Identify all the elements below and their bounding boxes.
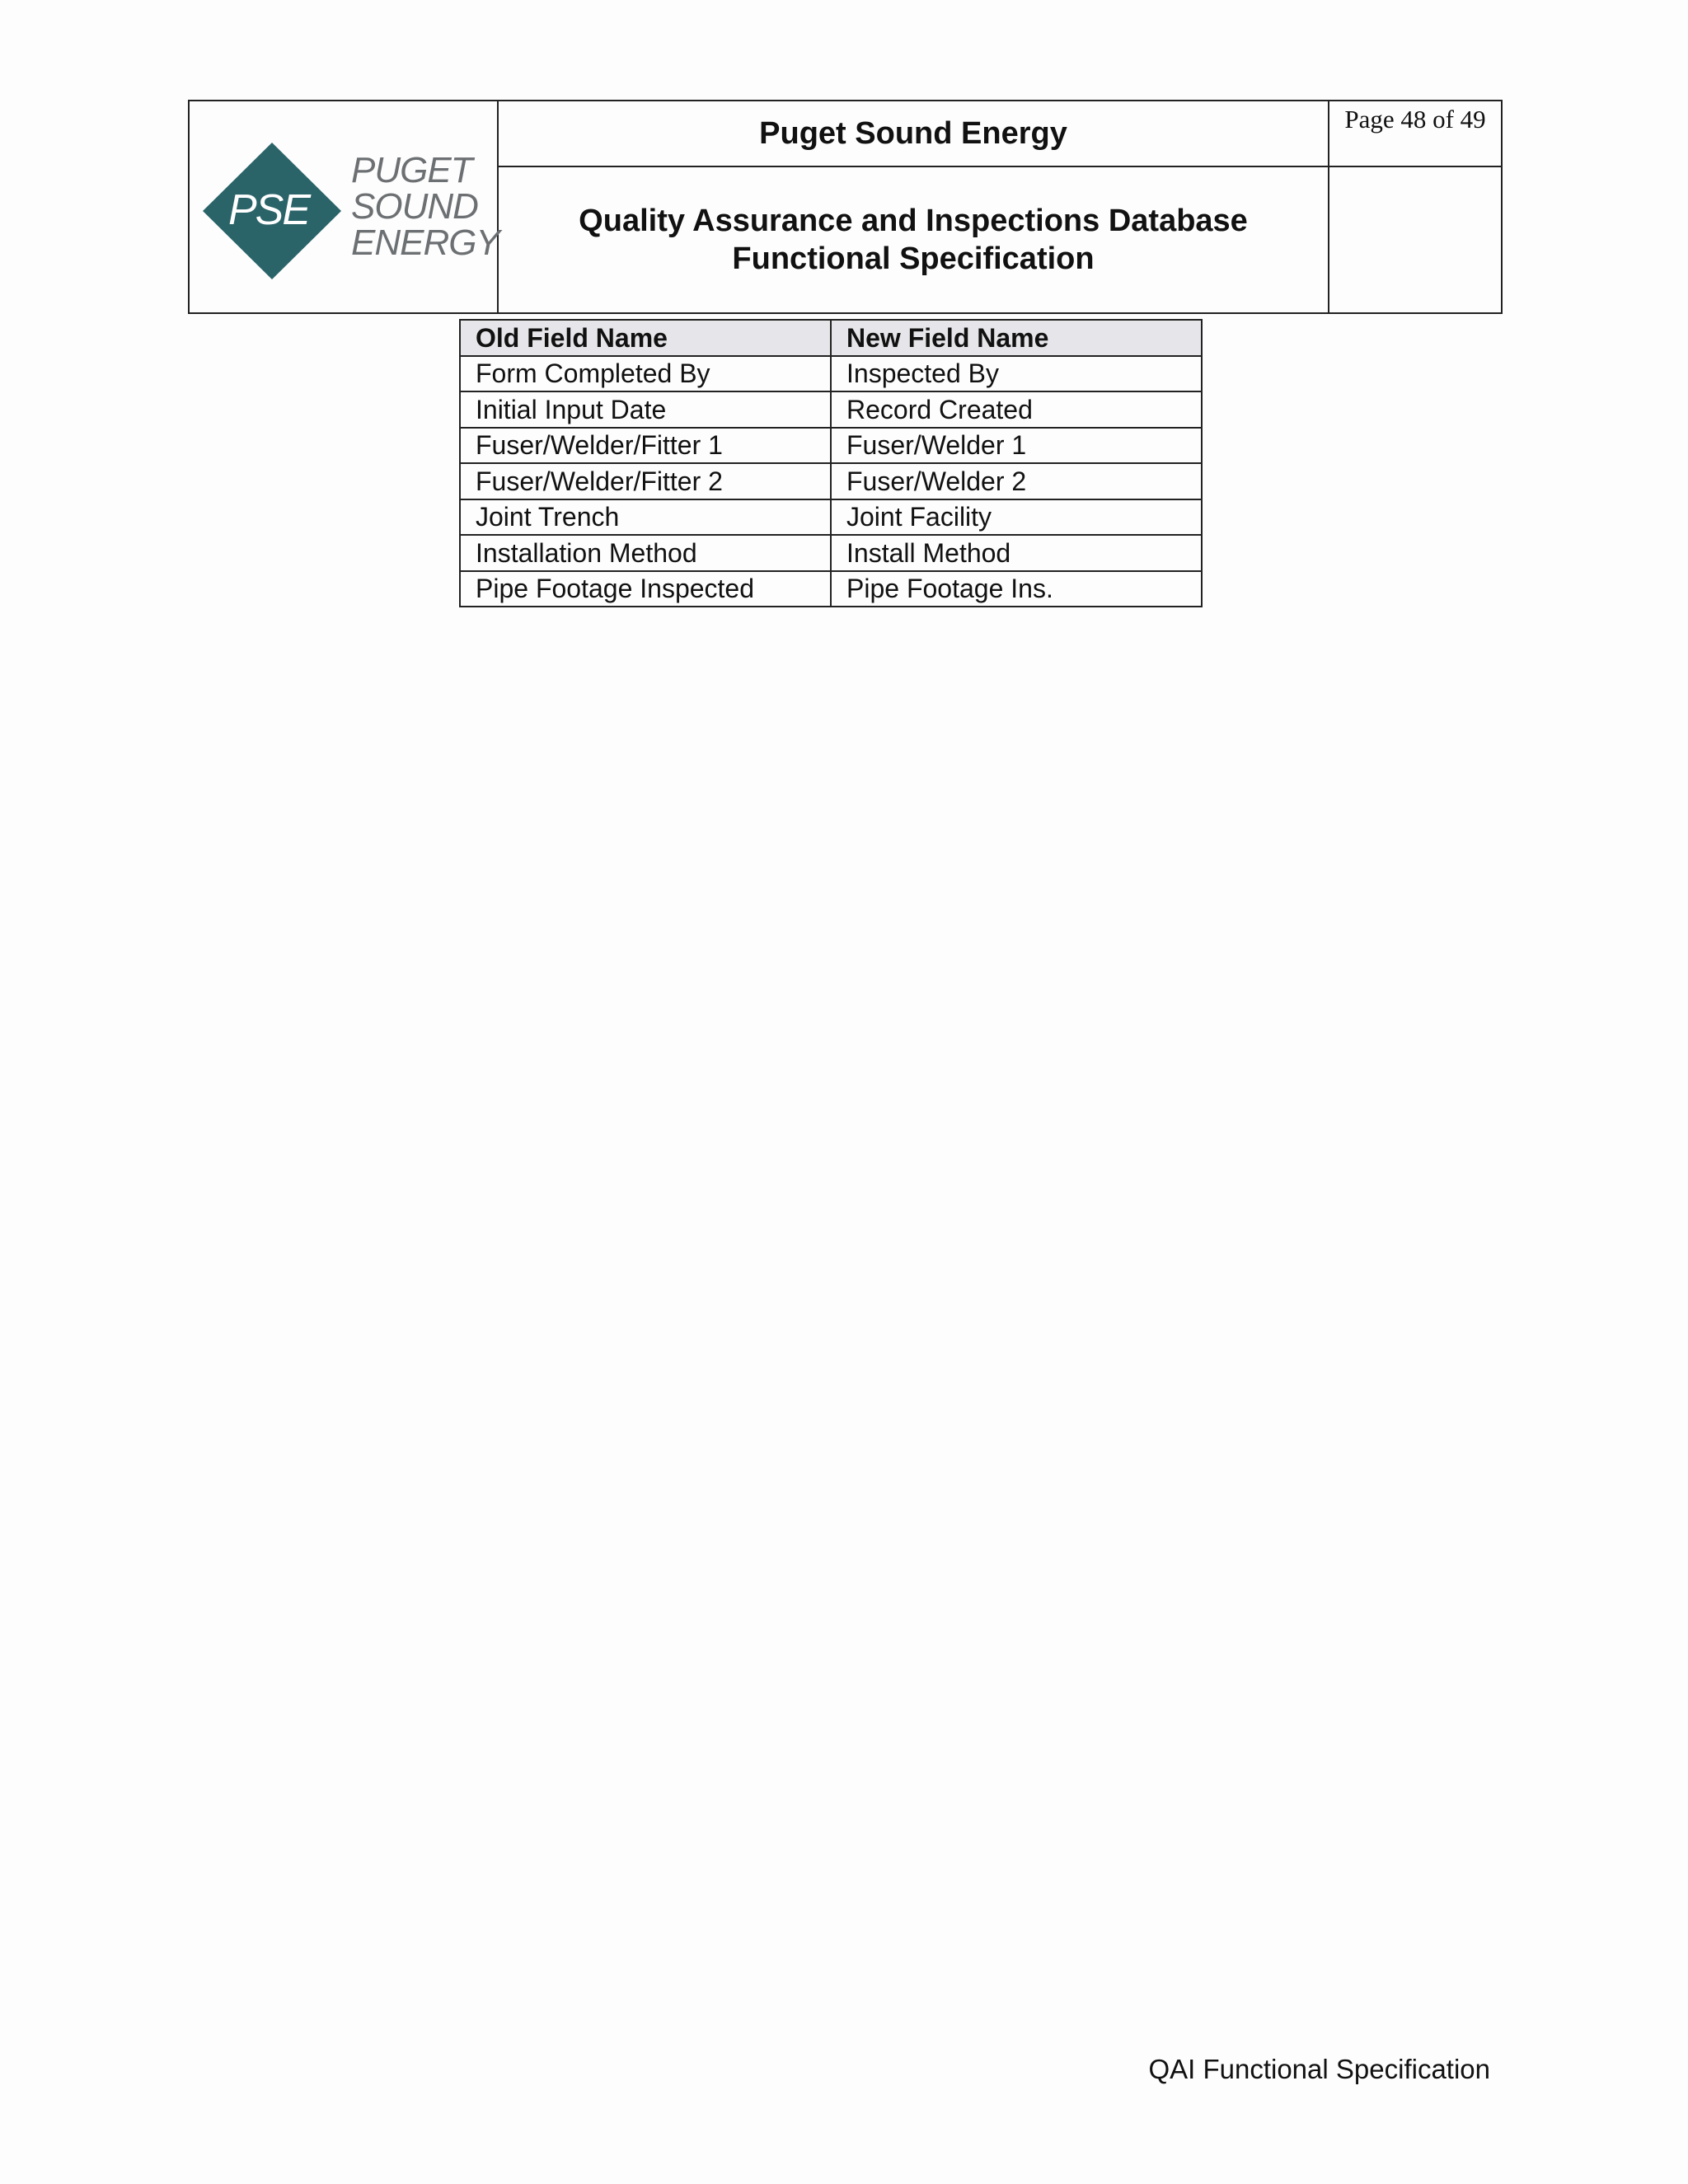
old-field-cell: Pipe Footage Inspected [460,571,831,607]
new-field-cell: Fuser/Welder 2 [831,463,1202,499]
new-field-cell: Fuser/Welder 1 [831,428,1202,464]
title-line-2: Functional Specification [732,241,1095,276]
table-header-row [460,320,1202,356]
column-header-new: New Field Name [831,320,1202,356]
company-name: Puget Sound Energy [498,101,1329,166]
old-field-cell: Form Completed By [460,356,831,392]
field-rename-table [459,319,1203,607]
logo-mark-text: PSE [227,186,310,234]
old-field-cell: Installation Method [460,535,831,571]
table-row [460,463,1202,499]
new-field-cell: Joint Facility [831,499,1202,536]
logo-line-3: ENERGY [351,223,499,263]
old-field-cell: Fuser/Welder/Fitter 1 [460,428,831,464]
new-field-cell: Install Method [831,535,1202,571]
logo-wordmark [351,152,499,261]
empty-header-cell [1329,166,1502,313]
document-title [498,166,1329,313]
logo-line-2: SOUND [351,186,478,227]
column-header-old: Old Field Name [460,320,831,356]
old-field-cell: Initial Input Date [460,391,831,428]
new-field-cell: Pipe Footage Ins. [831,571,1202,607]
table-row [460,571,1202,607]
page-number: Page 48 of 49 [1329,101,1502,166]
logo-cell [189,101,498,313]
title-line-1: Quality Assurance and Inspections Database [579,204,1248,238]
table-row [460,356,1202,392]
new-field-cell: Inspected By [831,356,1202,392]
logo-line-1: PUGET [351,150,472,190]
document-header [188,100,1503,314]
table-row [460,535,1202,571]
old-field-cell: Joint Trench [460,499,831,536]
page-footer: QAI Functional Specification [1148,2054,1490,2084]
table-row [460,391,1202,428]
table-row [460,428,1202,464]
pse-logo [190,101,497,312]
table-row [460,499,1202,536]
old-field-cell: Fuser/Welder/Fitter 2 [460,463,831,499]
new-field-cell: Record Created [831,391,1202,428]
pse-diamond-icon [201,141,343,281]
